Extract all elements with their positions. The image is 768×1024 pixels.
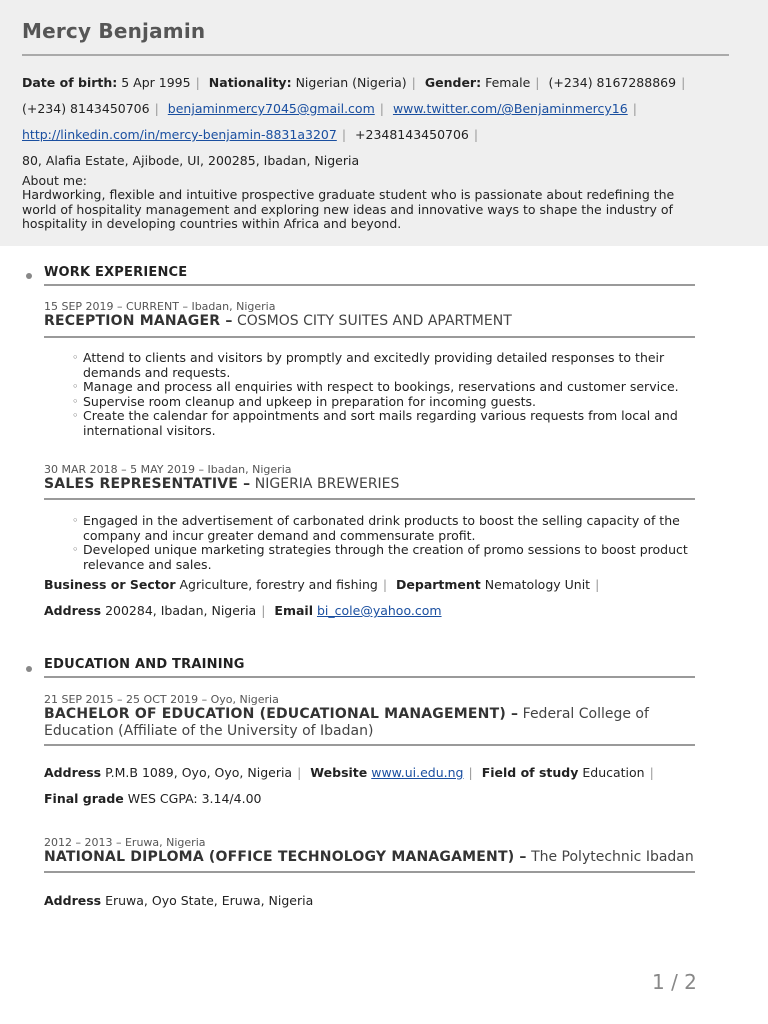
education-title <box>44 849 704 866</box>
education-grade-line <box>44 791 261 806</box>
phone-3: +2348143450706 <box>355 127 469 142</box>
separator: | <box>195 75 200 90</box>
job-meta: 15 SEP 2019 – CURRENT – Ibadan, Nigeria <box>44 300 276 313</box>
department-value: Nematology Unit <box>484 577 591 592</box>
grade-label: Final grade <box>44 791 124 806</box>
sector-label: Business or Sector <box>44 577 176 592</box>
separator: | <box>681 75 686 90</box>
separator: | <box>473 127 479 142</box>
website-label: Website <box>310 765 368 780</box>
dob-value: 5 Apr 1995 <box>121 75 191 90</box>
degree-name: BACHELOR OF EDUCATION (EDUCATIONAL MANAGEMENT) – <box>44 706 519 722</box>
separator: | <box>468 765 473 780</box>
section-bullet-icon <box>26 666 32 672</box>
job-position: RECEPTION MANAGER – <box>44 313 233 329</box>
list-item: ◦ Developed unique marketing strategies through the creation of promo sessions to boost product relevance and sales. <box>72 543 702 572</box>
section-divider <box>44 284 695 286</box>
institution-name: The Polytechnic Ibadan <box>531 849 694 865</box>
separator: | <box>595 577 600 592</box>
education-address-line <box>44 765 659 780</box>
separator: | <box>261 603 266 618</box>
education-meta: 2012 – 2013 – Eruwa, Nigeria <box>44 836 206 849</box>
address-label: Address <box>44 603 102 618</box>
job-employer: COSMOS CITY SUITES AND APARTMENT <box>236 313 512 329</box>
education-divider <box>44 871 695 873</box>
job-divider <box>44 498 695 500</box>
section-title-education: EDUCATION AND TRAINING <box>44 657 245 672</box>
job-sector-line <box>44 577 604 592</box>
employer-email-link[interactable]: bi_cole@yahoo.com <box>316 603 442 618</box>
education-title <box>44 706 704 740</box>
department-label: Department <box>396 577 481 592</box>
name-divider <box>22 54 729 56</box>
personal-info-line-2 <box>22 101 642 116</box>
separator: | <box>632 101 637 116</box>
address-value: 200284, Ibadan, Nigeria <box>105 603 257 618</box>
candidate-name: Mercy Benjamin <box>22 19 206 43</box>
about-text: Hardworking, flexible and intuitive prospective graduate student who is passionate about redefining the world of hospitality management and exploring new ideas and innovative ways to shape the industry of hospitality in developing countries within Africa and beyond. <box>22 187 675 231</box>
separator: | <box>297 765 302 780</box>
job-divider <box>44 336 695 338</box>
linkedin-link[interactable]: http://linkedin.com/in/mercy-benjamin-8831a3207 <box>22 127 337 142</box>
nationality-value: Nigerian (Nigeria) <box>295 75 407 90</box>
address-value: P.M.B 1089, Oyo, Oyo, Nigeria <box>105 765 293 780</box>
job-employer: NIGERIA BREWERIES <box>254 476 400 492</box>
personal-info-line-1 <box>22 75 690 90</box>
list-item: ◦ Supervise room cleanup and upkeep in preparation for incoming guests. <box>72 395 702 410</box>
page-indicator: 1 / 2 <box>652 970 697 994</box>
education-divider <box>44 744 695 746</box>
separator: | <box>379 101 384 116</box>
field-value: Education <box>582 765 645 780</box>
phone-2: (+234) 8143450706 <box>22 101 150 116</box>
education-address-line <box>44 893 313 908</box>
list-item: ◦ Engaged in the advertisement of carbonated drink products to boost the selling capacity of the company and incur greater demand and commensurate profit. <box>72 514 702 543</box>
education-meta: 21 SEP 2015 – 25 OCT 2019 – Oyo, Nigeria <box>44 693 279 706</box>
section-divider <box>44 676 695 678</box>
institution-name: Federal College of Education (Affiliate of the University of Ibadan) <box>44 706 649 739</box>
header-panel <box>0 0 768 246</box>
separator: | <box>154 101 159 116</box>
job-duties-list <box>72 351 702 438</box>
website-link[interactable]: www.ui.edu.ng <box>371 765 464 780</box>
list-item: ◦ Create the calendar for appointments and sort mails regarding various requests from local and international visitors. <box>72 409 702 438</box>
separator: | <box>341 127 347 142</box>
job-position: SALES REPRESENTATIVE – <box>44 476 251 492</box>
list-item: ◦ Attend to clients and visitors by promptly and excitedly providing detailed responses to their demands and requests. <box>72 351 702 380</box>
twitter-link[interactable]: www.twitter.com/@Benjaminmercy16 <box>392 101 628 116</box>
list-item: ◦ Manage and process all enquiries with respect to bookings, reservations and customer service. <box>72 380 702 395</box>
dob-label: Date of birth: <box>22 75 118 90</box>
about-label: About me: <box>22 173 88 188</box>
job-title <box>44 476 704 493</box>
email-label: Email <box>274 603 313 618</box>
section-title-work: WORK EXPERIENCE <box>44 265 188 280</box>
gender-label: Gender: <box>424 75 482 90</box>
separator: | <box>411 75 416 90</box>
gender-value: Female <box>485 75 531 90</box>
address-label: Address <box>44 765 102 780</box>
degree-name: NATIONAL DIPLOMA (OFFICE TECHNOLOGY MANAGAMENT) – <box>44 849 527 865</box>
job-title <box>44 313 704 330</box>
job-meta: 30 MAR 2018 – 5 MAY 2019 – Ibadan, Nigeria <box>44 463 292 476</box>
field-label: Field of study <box>481 765 579 780</box>
section-bullet-icon <box>26 273 32 279</box>
nationality-label: Nationality: <box>208 75 292 90</box>
phone-1: (+234) 8167288869 <box>548 75 677 90</box>
address-label: Address <box>44 893 102 908</box>
separator: | <box>382 577 388 592</box>
separator: | <box>649 765 654 780</box>
grade-value: WES CGPA: 3.14/4.00 <box>127 791 262 806</box>
sector-value: Agriculture, forestry and fishing <box>179 577 378 592</box>
separator: | <box>535 75 540 90</box>
email-link[interactable]: benjaminmercy7045@gmail.com <box>167 101 375 116</box>
personal-info-line-3 <box>22 127 483 142</box>
home-address: 80, Alafia Estate, Ajibode, UI, 200285, Ibadan, Nigeria <box>22 153 360 168</box>
job-address-line <box>44 603 442 618</box>
address-value: Eruwa, Oyo State, Eruwa, Nigeria <box>105 893 314 908</box>
job-duties-list <box>72 514 702 572</box>
